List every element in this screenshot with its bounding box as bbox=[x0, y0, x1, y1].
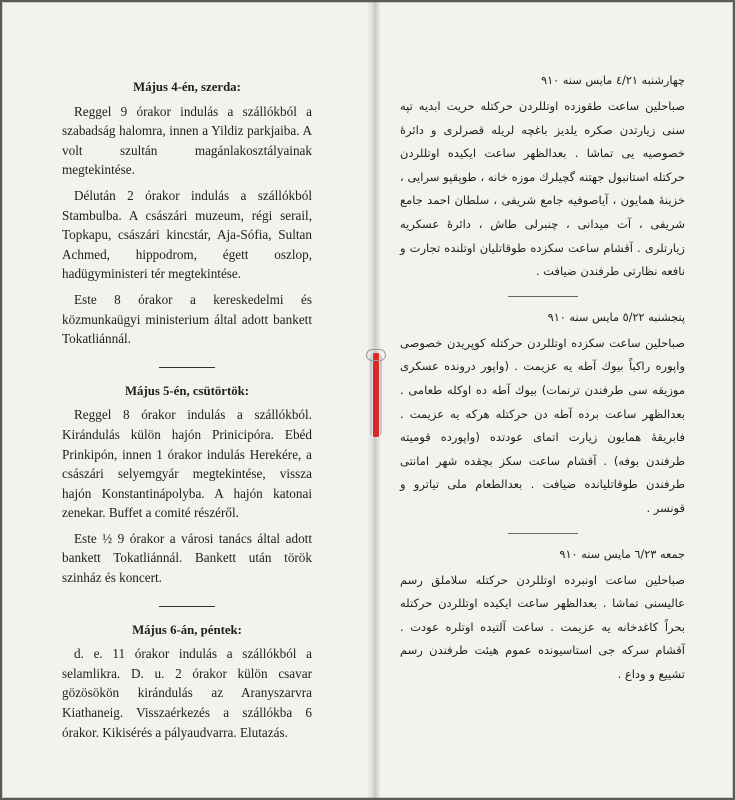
paragraph: Reggel 8 órakor indulás a szállókból. Kirándulás külön hajón Prinicipóra. Ebéd Prinkipón, innen 1 órakor indulás Herekére, a császári selyemgyár megtekintése, vissza hajón Konstantinápolyba. A hajón katonai zenekar. Buffet a comité részéről. bbox=[62, 407, 312, 521]
paragraph: صباحلين ساعت طقوزده اوتللردن حركتله حريت ابديه تپه سنى زيارتدن صكره يلديز باغچه لريله قصرلرى و دائرهٔ خصوصيه يى تماشا . بعدالظهر ساعت ايكيده اوتللردن حركتله استانبول جهتنه گچيلرك موزه خانه ، طوپقپو سرايى ، خزينهٔ همايون ، آياصوفيه جامع شريفى ، سلطان احمد جامع شريفى ، آت ميدانى ، چنبرلى طاش ، دائرهٔ عسكريه زيارتلرى . آقشام ساعت سكزده طوقاتليان اوتلنده تجارت و نافعه نظارتى طرفندن ضيافت . bbox=[400, 99, 685, 279]
section-may-5 bbox=[62, 382, 312, 588]
binding-thread bbox=[370, 353, 382, 437]
paragraph: Este 8 órakor a kereskedelmi és közmunkaügyi ministerium által adott bankett Tokatliánnál. bbox=[62, 291, 312, 347]
paragraph: صباحلين ساعت اونبرده اوتللردن حركتله سلاملق رسم عاليسنى تماشا . بعدالظهر ساعت ايكيده اوتللردن حركتله بحراً كاغدخانه يه عزيمت . ساعت آلتيده اوتلره عودت . آقشام سركه جى استاسيونده عموم هيئت طرفندن رسم تشييع و وداع . bbox=[400, 572, 685, 681]
section-may-6 bbox=[62, 621, 312, 743]
section-divider bbox=[159, 367, 215, 368]
section-divider bbox=[508, 533, 578, 534]
section-title: Május 5-én, csütörtök: bbox=[124, 383, 250, 398]
paragraph: d. e. 11 órakor indulás a szállókból a selamlikra. D. u. 2 órakor külön csavar gözösökön kirándulás az Aranyszarvra Kiathaneig. Visszaérkezés a szállókba 6 órakor. Kikisérés a pályaudvarra. Elutazás. bbox=[62, 646, 312, 740]
section-may-4 bbox=[62, 78, 312, 349]
section-title: Május 4-én, szerda: bbox=[133, 80, 241, 94]
paragraph: Reggel 9 órakor indulás a szállókból a szabadság halomra, innen a Yildiz parkjaiba. A volt szultán magánlakosztályainak megtekintése. bbox=[62, 103, 312, 178]
section-divider bbox=[508, 296, 578, 297]
paragraph: صباحلين ساعت سكزده اوتللردن حركتله كوپريدن خصوصى واپوره راكباً بيوك آطه يه عزيمت . (واپور درونده عسكرى موزيقه سى طرفندن ترنمات) بيوك آطه ده اوكله طعامى . بعدالظهر ساعت برده آطه دن حركتله هركه يه عزيمت . فابريقهٔ همايون زيارت اتماى عودتده (واپورده قوميته طرفندن بوفه) . آقشام ساعت سكز بچقده شهر امانتى طرفندن طوقاتليانده ضيافت . بعدالطعام ملى تياترو و قونسر . bbox=[400, 335, 685, 515]
hungarian-column bbox=[62, 78, 312, 748]
paragraph: Este ½ 9 órakor a városi tanács által adott bankett Tokatliánnál. Bankett után török szinház és koncert. bbox=[62, 530, 312, 586]
section-title: چهارشنبه ٤/٢١ مايس سنه ٩١٠ bbox=[541, 74, 685, 87]
ottoman-column bbox=[400, 60, 685, 686]
section-title: جمعه ٦/٢٣ مايس سنه ٩١٠ bbox=[559, 547, 685, 561]
paragraph: Délután 2 órakor indulás a szállókból Stambulba. A császári muzeum, régi serail, Topkapu, császári kincstár, Aja-Sófia, Sultan Achmed, hippodrom, égett oszlop, hadügyministeri tér megtekintése. bbox=[62, 187, 312, 282]
section-divider bbox=[159, 606, 215, 607]
section-title: Május 6-án, péntek: bbox=[132, 622, 242, 637]
section-title: پنجشنبه ٥/٢٢ مايس سنه ٩١٠ bbox=[547, 310, 685, 324]
